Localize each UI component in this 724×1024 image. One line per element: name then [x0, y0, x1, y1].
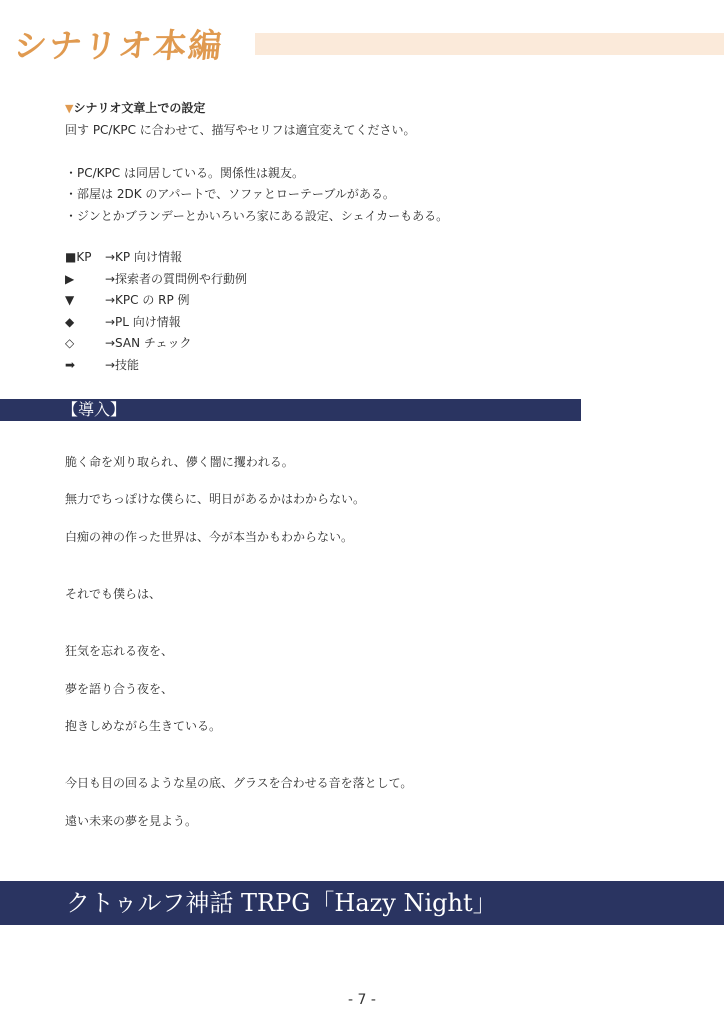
title-decor-band — [255, 33, 724, 55]
intro-line: 狂気を忘れる夜を、 — [65, 644, 174, 658]
settings-block — [65, 98, 448, 227]
legend-text: →探索者の質問例や行動例 — [105, 271, 248, 286]
outline-diamond-icon: ◇ — [65, 336, 75, 350]
section-header-intro: 【導入】 — [0, 399, 581, 421]
legend-row — [65, 312, 247, 334]
intro-line: 無力でちっぽけな僕らに、明日があるかはわからない。 — [65, 492, 366, 506]
legend-row — [65, 269, 247, 291]
legend-row — [65, 333, 247, 355]
page-title: シナリオ本編 — [11, 26, 226, 65]
legend-text: →SAN チェック — [105, 336, 192, 350]
intro-line: 脆く命を刈り取られ、儚く闇に攫われる。 — [65, 455, 294, 469]
intro-line: 白痴の神の作った世界は、今が本当かもわからない。 — [65, 530, 354, 544]
arrow-right-icon: ➡ — [65, 357, 76, 372]
intro-line: それでも僕らは、 — [65, 587, 162, 601]
intro-line: 遠い未来の夢を見よう。 — [65, 814, 198, 828]
down-triangle-icon: ▼ — [65, 293, 75, 307]
settings-heading — [65, 98, 448, 120]
intro-line: 夢を語り合う夜を、 — [65, 682, 174, 696]
settings-bullet: ・部屋は 2DK のアパートで、ソファとローテーブルがある。 — [65, 187, 395, 201]
play-triangle-icon: ▶ — [65, 271, 75, 286]
settings-heading-text: シナリオ文章上での設定 — [73, 101, 206, 115]
settings-bullet: ・ジンとかブランデーとかいろいろ家にある設定、シェイカーもある。 — [65, 208, 449, 223]
intro-line: 抱きしめながら生きている。 — [65, 719, 222, 733]
legend-text: →技能 — [105, 357, 140, 372]
legend-row — [65, 355, 247, 377]
spacer — [65, 141, 448, 163]
legend-list — [65, 247, 247, 376]
triangle-marker-icon: ▼ — [65, 102, 74, 115]
intro-line: 今日も目の回るような星の底、グラスを合わせる音を落として。 — [65, 776, 413, 790]
page-number: - 7 - — [348, 992, 376, 1008]
settings-bullet: ・PC/KPC は同居している。関係性は親友。 — [65, 165, 304, 180]
legend-text: →PL 向け情報 — [105, 314, 181, 329]
legend-text: →KP 向け情報 — [105, 250, 182, 264]
filled-diamond-icon: ◆ — [65, 314, 75, 329]
legend-row — [65, 290, 247, 312]
scenario-title-banner: クトゥルフ神話 TRPG「Hazy Night」 — [0, 881, 724, 925]
legend-text: →KPC の RP 例 — [105, 293, 190, 307]
legend-row — [65, 247, 247, 269]
kp-square-icon: ■KP — [65, 250, 92, 264]
settings-intro: 回す PC/KPC に合わせて、描写やセリフは適宜変えてください。 — [65, 122, 416, 137]
